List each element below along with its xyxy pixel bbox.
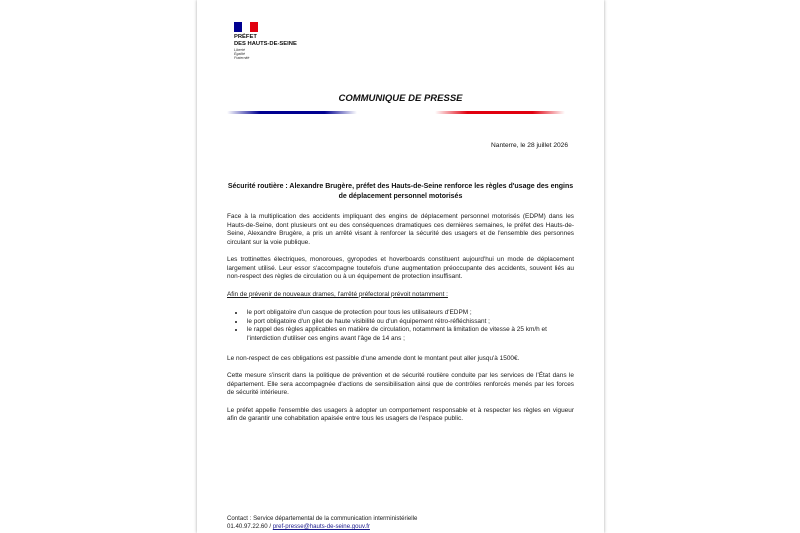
measure-item-helmet: • le port obligatoire d'un casque de protection pour tous les utilisateurs d'EDPM ; bbox=[245, 309, 574, 318]
prefecture-name-line2: DES HAUTS-DE-SEINE bbox=[234, 40, 297, 47]
contact-service: Contact : Service départemental de la communication interministérielle bbox=[227, 515, 418, 522]
contact-block bbox=[227, 515, 417, 531]
contact-details bbox=[227, 523, 417, 531]
press-body bbox=[227, 213, 574, 433]
motto-fraternite: Fraternité bbox=[234, 56, 250, 61]
paragraph-fine: Le non-respect de ces obligations est passible d'une amende dont le montant peut aller jusqu'à 1500€. bbox=[227, 354, 520, 362]
french-flag-logo bbox=[234, 22, 258, 32]
measures-list bbox=[227, 309, 574, 343]
motto-liberte: Liberté bbox=[234, 48, 245, 52]
contact-email-link[interactable]: pref-presse@hauts-de-seine.gouv.fr bbox=[272, 523, 370, 530]
motto-egalite: Égalité bbox=[234, 52, 245, 57]
release-date: Nanterre, le 28 juillet 2026 bbox=[491, 142, 568, 149]
title-rule-red bbox=[435, 111, 565, 114]
flag-white-band bbox=[242, 22, 250, 32]
prefecture-name-line1: PRÉFET bbox=[234, 34, 257, 40]
measure-item-traffic-rules: • le rappel des règles applicables en matière de circulation, notamment la limitation de vitesse à 25 km/h et l'interdiction d'utiliser ces engins avant l'âge de 14 ans ; bbox=[245, 326, 574, 343]
contact-separator: / bbox=[267, 523, 273, 530]
paragraph-policy: Cette mesure s'inscrit dans la politique de prévention et de sécurité routière conduite par les services de l'État dans le département. Elle sera accompagnée d'actions de sensibilisation ainsi que de contrôles renforcés menés par les forces de sécurité intérieure. bbox=[227, 372, 574, 397]
document-title: COMMUNIQUE DE PRESSE bbox=[338, 93, 463, 104]
title-rule-blue bbox=[227, 111, 357, 114]
measure-item-vest: • le port obligatoire d'un gilet de haute visibilité ou d'un équipement rétro-réfléchissant ; bbox=[245, 318, 574, 327]
contact-phone: 01.40.97.22.60 bbox=[227, 523, 268, 530]
press-headline: Sécurité routière : Alexandre Brugère, préfet des Hauts-de-Seine renforce les règles d'usage des engins de déplacement personnel motorisés bbox=[227, 183, 574, 200]
paragraph-intro: Face à la multiplication des accidents impliquant des engins de déplacement personnel motorisés (EDPM) dans les Hauts-de-Seine, dont plusieurs ont eu des conséquences dramatiques ces dernières semaines, le préfet des Hauts-de-Seine, Alexandre Brugère, a pris un arrêté visant à renforcer la sécurité des usagers et de l'ensemble des personnes circulant sur la voie publique. bbox=[227, 213, 574, 246]
flag-blue-band bbox=[234, 22, 242, 32]
flag-red-band bbox=[250, 22, 258, 32]
paragraph-context: Les trottinettes électriques, monoroues, gyropodes et hoverboards constituent aujourd'hui un mode de déplacement largement utilisé. Leur essor s'accompagne toutefois d'une augmentation préoccupante des accidents, souvent liés au non-respect des règles de circulation ou à un équipement de protection insuffisant. bbox=[227, 256, 574, 281]
republic-motto bbox=[234, 48, 249, 61]
measures-intro: Afin de prévenir de nouveaux drames, l'arrêté préfectoral prévoit notamment : bbox=[227, 290, 448, 298]
press-release-page bbox=[197, 0, 604, 533]
paragraph-appeal: Le préfet appelle l'ensemble des usagers à adopter un comportement responsable et à respecter les règles en vigueur afin de garantir une cohabitation apaisée entre tous les usagers de l'espace public. bbox=[227, 406, 574, 423]
prefecture-name bbox=[234, 34, 297, 47]
